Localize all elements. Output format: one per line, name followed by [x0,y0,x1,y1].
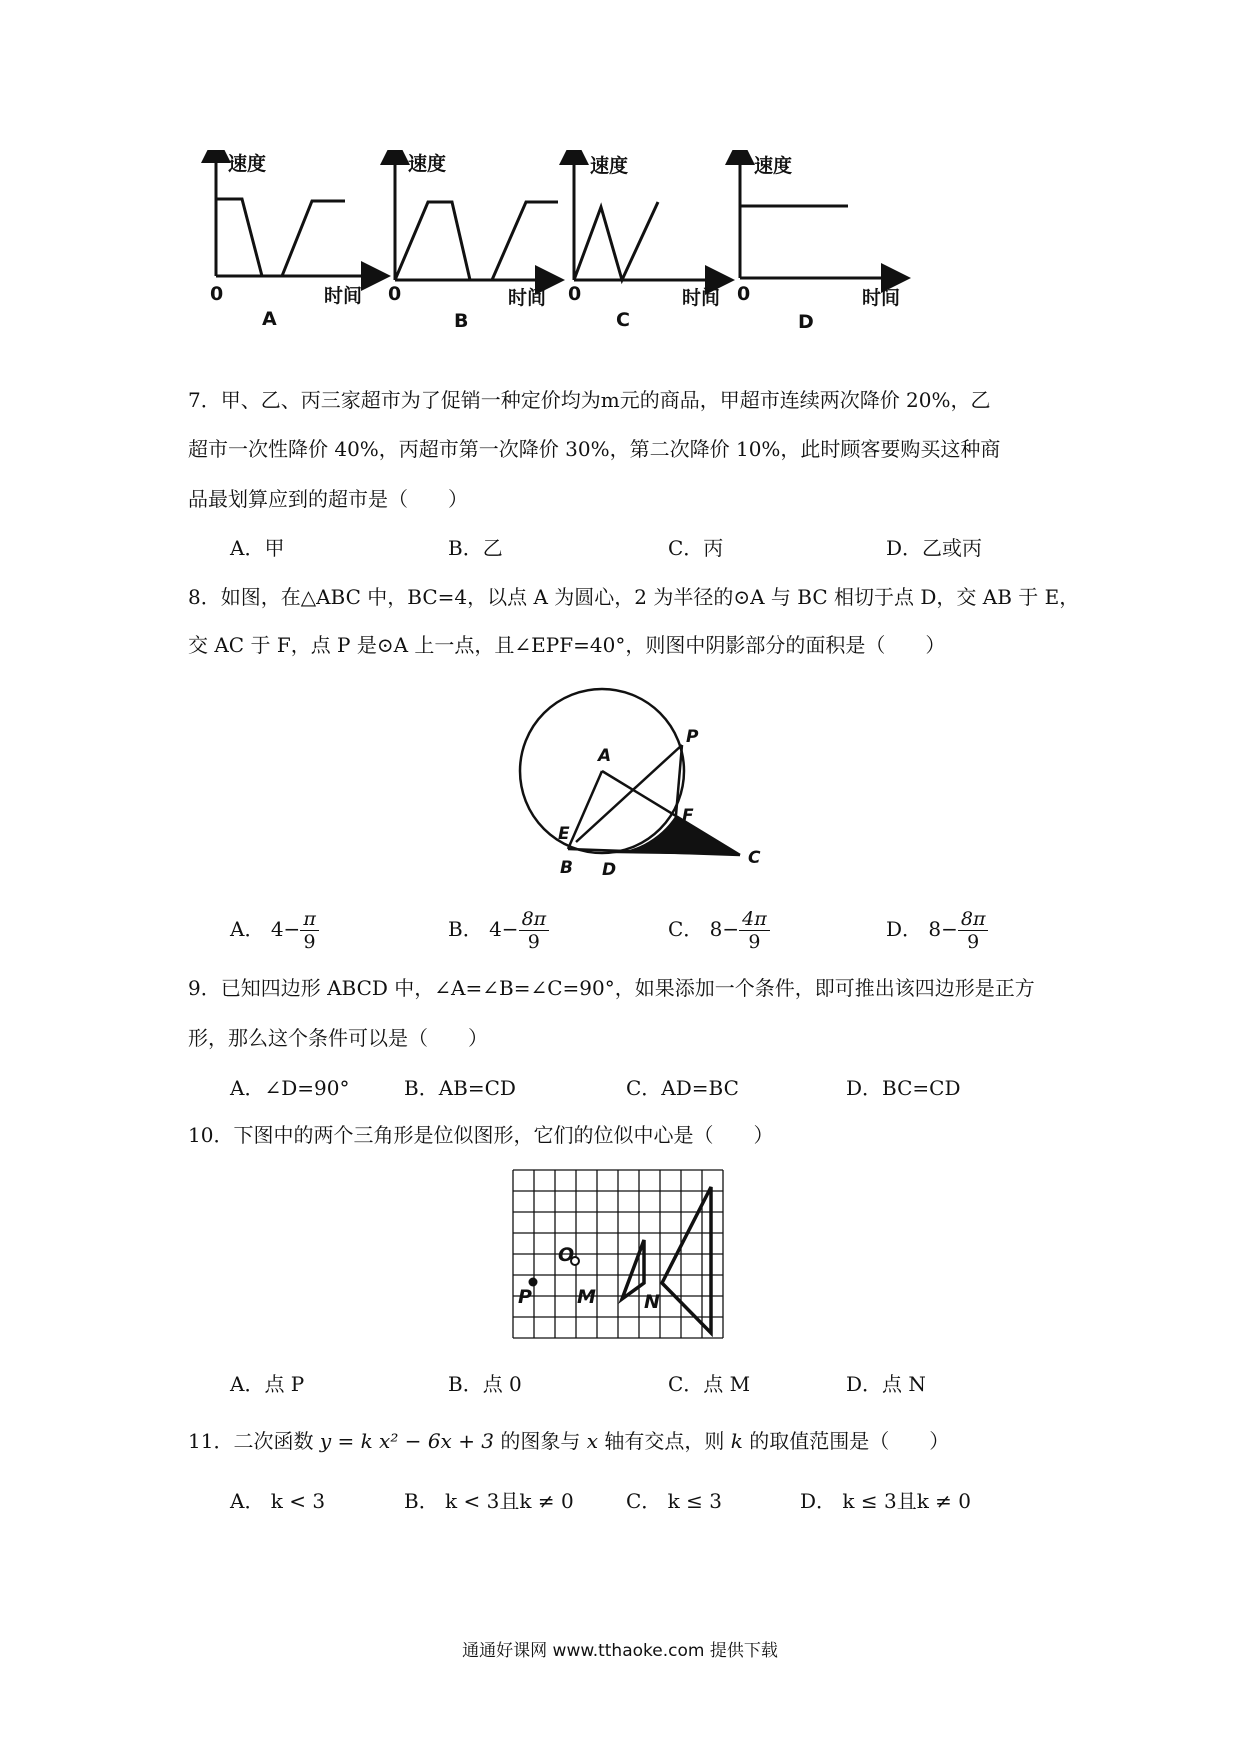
q7-line-2: 超市一次性降价 40%，丙超市第一次降价 30%，第二次降价 10%，此时顾客要购买这种商 [188,437,1001,461]
q7-option-a: A．甲 [230,536,285,560]
graph-b-curve [395,202,558,280]
q11-middle: 的图象与 [500,1429,581,1453]
q11-var-x: x [586,1429,599,1453]
q8-option-b-den: 9 [527,931,540,953]
q10-small-triangle [622,1240,644,1299]
q8-line-pf [676,745,682,815]
q10-label-o: O [558,1244,575,1266]
graph-c-x-label: 时间 [682,287,721,309]
q8-label-d: D [602,860,617,880]
q8-option-a-whole: 4 [270,917,284,941]
q10-large-triangle [662,1187,711,1333]
q8-option-a-num: π [300,908,319,931]
q11-var-k: k [730,1429,743,1453]
q8-option-c-num: 4π [739,908,770,931]
q7-option-d: D．乙或丙 [886,536,983,560]
q8-circle-figure [510,685,770,885]
q7-line-3: 品最划算应到的超市是（ ） [188,487,468,511]
q10-grid-figure [508,1165,738,1355]
q8-option-a-letter: A． [230,917,265,941]
graph-a-y-label: 速度 [228,153,267,175]
q8-option-d-num: 8π [958,908,989,931]
q8-option-c-whole: 8 [709,917,723,941]
q8-option-a: A． 4− $\frac{\pi}{9}$ [230,908,319,953]
q8-label-f: F [682,806,694,826]
q10-label-n: N [644,1291,660,1313]
q11-option-c: C． k ≤ 3 [626,1489,722,1513]
q7-option-c: C．丙 [668,536,724,560]
q8-line-1: 8．如图，在△ABC 中，BC=4，以点 A 为圆心，2 为半径的⊙A 与 BC 相切于点 D，交 AB 于 E， [188,585,1080,609]
q9-option-b: B．AB=CD [404,1076,516,1100]
q8-option-d: D． 8− $\frac{8\pi}{9}$ [886,908,988,953]
q8-line-2: 交 AC 于 F，点 P 是⊙A 上一点，且∠EPF=40°，则图中阴影部分的面积是（ ） [188,633,946,657]
graph-d-origin: 0 [737,283,751,305]
q8-label-p: P [686,727,699,747]
graph-c-y-label: 速度 [590,155,629,177]
q10-option-c: C．点 M [668,1372,751,1396]
q10-option-d: D．点 N [846,1372,926,1396]
q8-label-e: E [558,824,570,844]
graph-a-x-label: 时间 [324,285,363,307]
q11-line-1 [188,1428,949,1454]
q11-prefix: 11．二次函数 [188,1429,314,1453]
q8-option-c: C． 8− $\frac{4\pi}{9}$ [668,908,770,953]
graph-b-origin: 0 [388,283,402,305]
graph-c-origin: 0 [568,283,582,305]
q8-option-b-num: 8π [519,908,550,931]
graph-d-letter: D [798,311,814,333]
q8-option-d-letter: D． [886,917,923,941]
q11-middle2: 轴有交点，则 [604,1429,725,1453]
q8-option-c-letter: C． [668,917,704,941]
graph-b-letter: B [454,310,469,332]
q8-label-c: C [748,848,761,868]
q10-label-m: M [577,1286,596,1308]
page-footer: 通通好课网 www.tthaoke.com 提供下载 [462,1641,778,1661]
q9-option-a: A．∠D=90° [230,1076,350,1100]
graph-d-x-label: 时间 [862,287,901,309]
q9-line-2: 形，那么这个条件可以是（ ） [188,1026,488,1050]
q8-option-d-whole: 8 [928,917,942,941]
graph-c-curve [574,202,658,280]
q8-side-ab [568,771,602,849]
graph-b-x-label: 时间 [508,287,547,309]
q10-label-p: P [518,1286,532,1308]
q8-option-b-letter: B． [448,917,483,941]
graph-a-curve [216,199,345,276]
graph-a-origin: 0 [210,283,224,305]
graph-d-y-label: 速度 [754,155,793,177]
q7-line-1: 7．甲、乙、丙三家超市为了促销一种定价均为m元的商品，甲超市连续两次降价 20%，乙 [188,388,991,412]
q11-formula: y = k x² − 6x + 3 [319,1429,495,1453]
q11-suffix: 的取值范围是（ ） [749,1429,950,1453]
speed-time-graphs [200,150,1020,380]
q8-option-d-den: 9 [967,931,980,953]
q11-option-a: A． k < 3 [230,1489,326,1513]
q7-option-b: B．乙 [448,536,503,560]
graph-c-letter: C [616,309,630,331]
graph-a-letter: A [262,308,277,330]
q10-line-1: 10．下图中的两个三角形是位似图形，它们的位似中心是（ ） [188,1123,774,1147]
q9-option-d: D．BC=CD [846,1076,961,1100]
q11-option-b: B． k < 3且k ≠ 0 [404,1489,574,1513]
q8-label-b: B [560,858,573,878]
q9-option-c: C．AD=BC [626,1076,739,1100]
q8-option-c-den: 9 [748,931,761,953]
q8-shaded-region [602,815,740,855]
q10-option-b: B．点 0 [448,1372,522,1396]
graph-b-y-label: 速度 [408,153,447,175]
q8-option-b: B． 4− $\frac{8\pi}{9}$ [448,908,549,953]
q8-option-b-whole: 4 [489,917,502,941]
q8-label-a: A [598,746,612,766]
q10-option-a: A．点 P [230,1372,305,1396]
q11-option-d: D． k ≤ 3且k ≠ 0 [800,1489,972,1513]
q9-line-1: 9．已知四边形 ABCD 中，∠A=∠B=∠C=90°，如果添加一个条件，即可推出该四边形是正方 [188,976,1035,1000]
q8-option-a-den: 9 [303,931,316,953]
